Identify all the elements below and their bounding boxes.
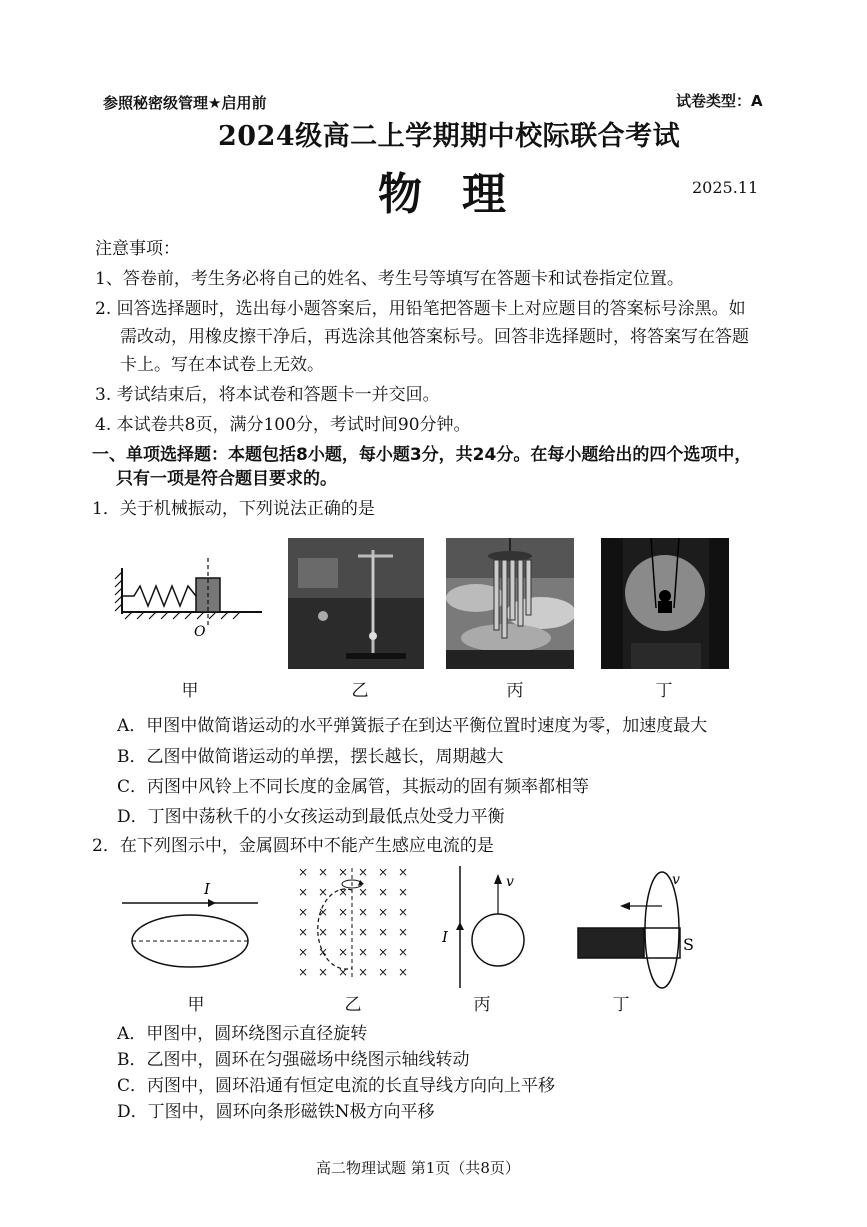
svg-text:×: ×	[358, 905, 369, 919]
svg-text:×: ×	[318, 925, 329, 939]
svg-text:×: ×	[378, 885, 389, 899]
q1-photo-wind-chime	[446, 538, 574, 669]
q2-figure-yi	[296, 860, 426, 990]
question-1-stem: 1．关于机械振动，下列说法正确的是	[92, 499, 375, 519]
q2-caption-yi: 乙	[344, 995, 362, 1015]
svg-text:×: ×	[358, 865, 369, 879]
q2-option-a: A．甲图中，圆环绕图示直径旋转	[117, 1024, 368, 1044]
q1-option-c: C．丙图中风铃上不同长度的金属管，其振动的固有频率都相等	[117, 777, 590, 797]
svg-text:×: ×	[398, 945, 409, 959]
q2-figure-ding	[574, 866, 714, 996]
q2-caption-jia: 甲	[187, 995, 205, 1015]
notice-item-4: 4. 本试卷共8页，满分100分，考试时间90分钟。	[95, 415, 471, 435]
svg-text:×: ×	[398, 905, 409, 919]
svg-text:×: ×	[298, 885, 309, 899]
notice-item-2-cont2: 卡上。写在本试卷上无效。	[120, 355, 324, 375]
svg-text:×: ×	[358, 885, 369, 899]
q2-jia-current-label: I	[204, 880, 210, 898]
q1-photo-pendulum	[288, 538, 424, 669]
svg-text:×: ×	[338, 945, 349, 959]
svg-text:×: ×	[318, 905, 329, 919]
q2-figure-jia	[118, 878, 263, 973]
notice-item-2: 2. 回答选择题时，选出每小题答案后，用铅笔把答题卡上对应题目的答案标号涂黑。如	[95, 299, 746, 319]
page-footer: 高二物理试题 第1页（共8页）	[316, 1159, 520, 1177]
svg-text:×: ×	[378, 925, 389, 939]
secrecy-label: 参照秘密级管理★启用前	[103, 94, 267, 112]
svg-text:×: ×	[338, 905, 349, 919]
svg-text:×: ×	[398, 925, 409, 939]
paper-type-label: 试卷类型：A	[676, 92, 763, 110]
notice-item-2-cont: 需改动，用橡皮擦干净后，再选涂其他答案标号。回答非选择题时，将答案写在答题	[120, 327, 749, 347]
section-1-heading: 一、单项选择题：本题包括8小题，每小题3分，共24分。在每小题给出的四个选项中，	[92, 445, 752, 465]
svg-text:×: ×	[398, 965, 409, 979]
q1-option-d: D．丁图中荡秋千的小女孩运动到最低点处受力平衡	[117, 807, 505, 827]
q2-bing-current-label: I	[442, 928, 448, 946]
q1-caption-yi: 乙	[351, 681, 369, 701]
svg-text:×: ×	[398, 865, 409, 879]
q2-figure-bing	[438, 862, 538, 992]
section-1-heading-cont: 只有一项是符合题目要求的。	[116, 469, 337, 489]
q2-magnet-pole-label: S	[683, 935, 694, 954]
exam-title: 2024级高二上学期期中校际联合考试	[218, 121, 681, 152]
svg-text:×: ×	[358, 945, 369, 959]
q1-caption-ding: 丁	[655, 681, 673, 701]
notice-item-1: 1、答卷前，考生务必将自己的姓名、考生号等填写在答题卡和试卷指定位置。	[95, 269, 684, 289]
notice-item-3: 3. 考试结束后，将本试卷和答题卡一并交回。	[95, 385, 440, 405]
svg-text:×: ×	[338, 885, 349, 899]
q1-photo-swing	[601, 538, 729, 669]
q2-option-d: D．丁图中，圆环向条形磁铁N极方向平移	[117, 1102, 435, 1122]
svg-text:×: ×	[378, 865, 389, 879]
q2-option-c: C．丙图中，圆环沿通有恒定电流的长直导线方向向上平移	[117, 1076, 556, 1096]
svg-text:×: ×	[318, 945, 329, 959]
svg-text:×: ×	[358, 965, 369, 979]
svg-text:×: ×	[298, 905, 309, 919]
svg-text:×: ×	[358, 925, 369, 939]
q2-caption-bing: 丙	[473, 995, 491, 1015]
svg-text:×: ×	[378, 905, 389, 919]
q2-bing-velocity-label: v	[506, 874, 514, 890]
q1-option-b: B．乙图中做简谐运动的单摆，摆长越长，周期越大	[117, 747, 504, 767]
svg-text:×: ×	[318, 865, 329, 879]
svg-text:×: ×	[298, 925, 309, 939]
svg-text:×: ×	[338, 925, 349, 939]
q2-caption-ding: 丁	[612, 995, 630, 1015]
svg-text:×: ×	[398, 885, 409, 899]
q1-caption-jia: 甲	[181, 681, 199, 701]
svg-text:×: ×	[378, 945, 389, 959]
question-2-stem: 2．在下列图示中，金属圆环中不能产生感应电流的是	[92, 836, 494, 856]
svg-text:×: ×	[318, 965, 329, 979]
svg-text:×: ×	[298, 965, 309, 979]
q1-option-a: A．甲图中做简谐运动的水平弹簧振子在到达平衡位置时速度为零，加速度最大	[117, 716, 708, 736]
subject-title: 物理	[378, 169, 546, 220]
q1-origin-label: O	[194, 624, 206, 640]
q1-figure-spring-oscillator	[112, 556, 267, 641]
svg-text:×: ×	[298, 865, 309, 879]
svg-text:×: ×	[378, 965, 389, 979]
exam-date: 2025.11	[692, 178, 759, 197]
svg-text:×: ×	[338, 865, 349, 879]
q1-caption-bing: 丙	[506, 681, 524, 701]
notice-heading: 注意事项：	[95, 239, 180, 259]
svg-text:×: ×	[298, 945, 309, 959]
svg-text:×: ×	[338, 965, 349, 979]
svg-text:×: ×	[318, 885, 329, 899]
q2-ding-velocity-label: v	[672, 872, 680, 888]
q2-option-b: B．乙图中，圆环在匀强磁场中绕图示轴线转动	[117, 1050, 470, 1070]
